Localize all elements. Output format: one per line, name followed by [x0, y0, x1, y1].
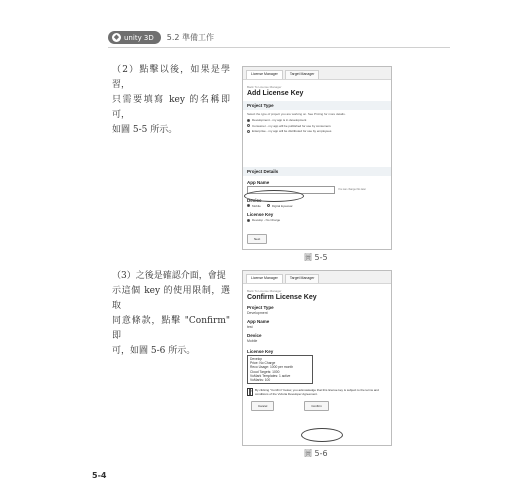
button-row	[251, 401, 383, 411]
radio-selected-icon	[247, 204, 250, 207]
chapter-header	[108, 31, 214, 44]
header-divider	[108, 47, 450, 48]
agreement-text: By clicking "Confirm" below, you acknowledge that this license key is subject to the terms and conditions of the Vuforia Developer Agreement.	[255, 388, 379, 397]
paragraph-line: 只需要填寫 key 的名稱即可，	[112, 95, 230, 120]
cancel-button[interactable]: Cancel	[251, 401, 274, 411]
project-type-hint: Select the type of project you are working on. See Pricing for more details.	[247, 112, 346, 116]
section-heading-project-details: Project Details	[243, 167, 391, 176]
spacer	[243, 135, 391, 165]
license-key-line: Price: No Charge	[250, 361, 276, 366]
highlight-circle-app-name	[244, 190, 304, 202]
unity-cube-icon: ◆	[113, 33, 120, 41]
radio-empty-icon	[247, 124, 250, 127]
radio-selected-icon	[247, 119, 250, 122]
radio-selected-icon	[247, 219, 250, 222]
breadcrumb[interactable]: Back To License Manager	[247, 85, 282, 89]
tab-license-manager[interactable]: License Manager	[246, 274, 283, 283]
license-key-line: VuMark Templates: 1 active	[250, 373, 291, 378]
device-label: Device	[247, 333, 262, 338]
paragraph-line: （2）點擊以後，如果是學習，	[112, 65, 230, 90]
section-heading-project-type: Project Type	[243, 101, 391, 110]
radio-label: Enterprise - my app will be distributed for use by employees	[252, 129, 332, 133]
agreement-row	[247, 388, 387, 396]
tab-bar	[243, 67, 391, 80]
figure-add-license-key	[242, 66, 392, 250]
page-title: Confirm License Key	[247, 294, 317, 301]
license-key-line: VuMarks: 100	[250, 378, 271, 383]
breadcrumb[interactable]: Back To License Manager	[247, 289, 282, 293]
radio-empty-icon	[247, 130, 250, 133]
figure-confirm-license-key	[242, 270, 392, 446]
radio-label: Mobile	[252, 203, 261, 208]
license-key-line: Cloud Targets: 1000	[250, 369, 280, 374]
paragraph-step-2	[112, 63, 230, 138]
paragraph-line: 同意條款，點擊 "Confirm" 即	[112, 316, 230, 341]
license-key-line: Reco Usage: 1000 per month	[250, 365, 294, 370]
radio-empty-icon	[267, 204, 270, 207]
agreement-checkbox[interactable]	[249, 389, 251, 395]
app-name-label: App Name	[247, 319, 270, 324]
license-key-label: License Key	[247, 349, 274, 354]
next-button[interactable]: Next	[247, 234, 267, 244]
paragraph-line: 如圖 5-5 所示。	[112, 125, 178, 135]
radio-label: Develop - No Charge	[252, 218, 281, 222]
paragraph-line: 示這個 key 的使用限制，選取	[112, 286, 230, 311]
license-key-line: Develop	[250, 357, 263, 361]
paragraph-line: 可，如圖 5-6 所示。	[112, 346, 196, 356]
agreement-checkbox-outline	[247, 388, 253, 396]
radio-develop-no-charge[interactable]	[247, 218, 387, 222]
figure-caption-5-6: 圖 5-6	[304, 449, 328, 458]
tab-license-manager[interactable]: License Manager	[246, 70, 283, 79]
tab-bar	[243, 271, 391, 284]
device-options	[247, 204, 387, 208]
figure-caption-5-5: 圖 5-5	[304, 253, 328, 262]
tab-target-manager[interactable]: Target Manager	[285, 274, 320, 283]
page-number: 5-4	[92, 471, 107, 480]
page-title: Add License Key	[247, 90, 304, 97]
section-title: 5.2 準備工作	[166, 33, 215, 42]
radio-mobile[interactable]	[247, 204, 261, 208]
radio-enterprise[interactable]	[247, 129, 387, 133]
radio-digital-eyewear[interactable]	[267, 204, 293, 208]
radio-label: Consumer - my app will be published for use by consumers	[252, 123, 331, 128]
device-value: Mobile	[247, 339, 258, 343]
logo-text: unity 3D	[124, 33, 154, 42]
tab-target-manager[interactable]: Target Manager	[285, 70, 320, 79]
license-key-details	[247, 355, 313, 384]
highlight-circle-confirm	[301, 428, 343, 442]
paragraph-line: （3）之後是確認介面，會提	[112, 271, 226, 281]
license-key-label: License Key	[247, 211, 274, 217]
project-type-label: Project Type	[247, 305, 274, 310]
device-label: Device	[247, 197, 262, 203]
confirm-button[interactable]: Confirm	[304, 401, 329, 411]
radio-development[interactable]	[247, 118, 387, 122]
app-name-label: App Name	[247, 179, 270, 185]
app-name-value: test	[247, 325, 253, 329]
app-name-hint: You can change this later	[338, 188, 366, 191]
radio-label: Development - my app is in development	[252, 118, 307, 122]
paragraph-step-3	[112, 269, 230, 359]
radio-label: Digital Eyewear	[271, 203, 293, 208]
unity-logo	[108, 31, 161, 44]
project-type-value: Development	[247, 311, 268, 315]
next-button-row	[247, 227, 387, 245]
radio-consumer[interactable]	[247, 124, 387, 128]
